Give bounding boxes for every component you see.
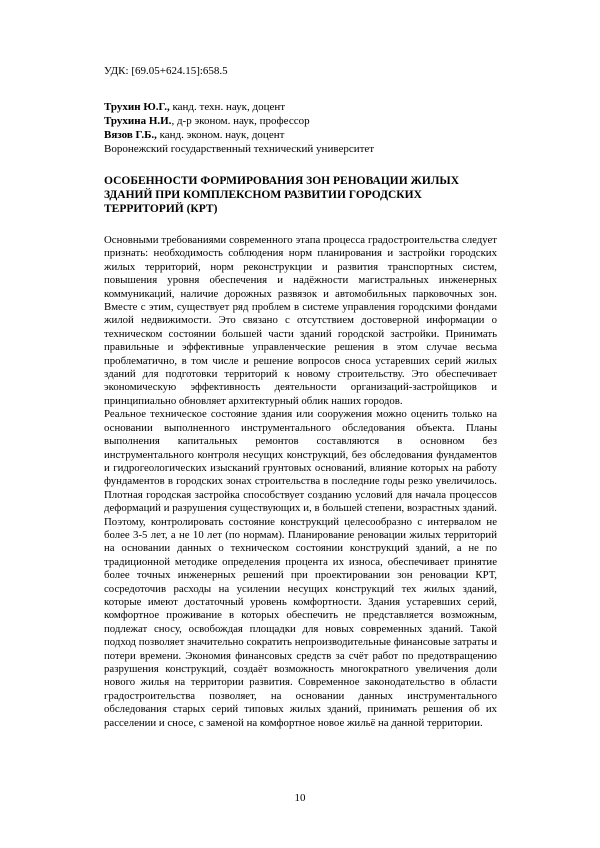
author-name: Трухин Ю.Г.,	[104, 101, 170, 113]
author-credentials: , д-р эконом. наук, профессор	[171, 115, 310, 127]
author-credentials: канд. техн. наук, доцент	[169, 101, 286, 113]
page-content	[104, 64, 497, 730]
author-name: Вязов Г.Б.,	[104, 129, 157, 141]
article-title: ОСОБЕННОСТИ ФОРМИРОВАНИЯ ЗОН РЕНОВАЦИИ ЖИЛЫХ ЗДАНИЙ ПРИ КОМПЛЕКСНОМ РАЗВИТИИ ГОРОДСКИХ ТЕРРИТОРИЙ (КРТ)	[104, 175, 460, 215]
author-block	[104, 100, 497, 156]
author-credentials: канд. эконом. наук, доцент	[156, 129, 285, 141]
author-line	[104, 100, 497, 114]
udk-code: УДК: [69.05+624.15]:658.5	[104, 65, 228, 77]
article-body	[104, 234, 497, 730]
body-paragraph: Реальное техническое состояние здания или сооружения можно оценить только на основании выполненного инструментального обследования объекта. Планы выполнения капитальных ремонтов составляются в основном без инструментального контроля несущих конструкций, без обследования фундаментов и гидрогеологических изысканий грунтовых оснований, влияние которых на работу фундаментов в городских зонах строительства в последние годы резко увеличилось. Плотная городская застройка способствует созданию условий для начала процессов деформаций и разрушения существующих и, в большей степени, возрастных зданий. Поэтому, контролировать состояние конструкций целесообразно с интервалом не более 3-5 лет, а не 10 лет (по нормам). Планирование реновации жилых территорий на основании данных о техническом состоянии конструкций зданий, а не по традиционной методике определения процента их износа, обеспечивает принятие более точных инженерных решений при проектировании зон реновации КРТ, сосредоточив расходы на усилении несущих конструкций тех жилых зданий, которые имеют достаточный уровень комфортности. Здания устаревших серий, комфортное проживание в которых обеспечить не представляется возможным, подлежат сносу, освобождая площадки для новых современных зданий. Такой подход позволяет значительно сократить непроизводительные финансовые затраты и потери времени. Экономия финансовых средств за счёт работ по предотвращению разрушения конструкций, создаёт возможность многократного увеличения доли нового жилья на территории развития. Современное законодательство в области градостроительства позволяет, на основании данных инструментального обследования старых серий типовых жилых зданий, принимать решения об их расселении и сносе, с заменой на комфортное новое жильё на данной территории.	[104, 408, 497, 729]
author-line	[104, 128, 497, 142]
affiliation: Воронежский государственный технический университет	[104, 143, 375, 155]
author-name: Трухина Н.И.	[104, 115, 172, 127]
body-paragraph: Основными требованиями современного этапа процесса градостроительства следует признать: необходимость соблюдения норм планирования и застройки городских жилых территорий, норм реконструкции и развития транспортных систем, повышения уровня обеспечения и надёжности магистральных инженерных коммуникаций, наличие дорожных развязок и автомобильных парковочных зон. Вместе с этим, существует ряд проблем в системе управления городскими фондами жилой недвижимости. Это связано с отсутствием достоверной информации о техническом состоянии большей части зданий городской застройки. Принимать правильные и эффективные управленческие решения в этом случае весьма проблематично, в том числе и решение вопросов сноса устаревших серий жилых зданий для подготовки территорий к новому строительству. Это обеспечивает экономическую эффективность деятельности организаций-застройщиков и принципиально обновляет архитектурный облик наших городов.	[104, 234, 497, 407]
page-number: 10	[294, 792, 306, 804]
author-line	[104, 114, 497, 128]
